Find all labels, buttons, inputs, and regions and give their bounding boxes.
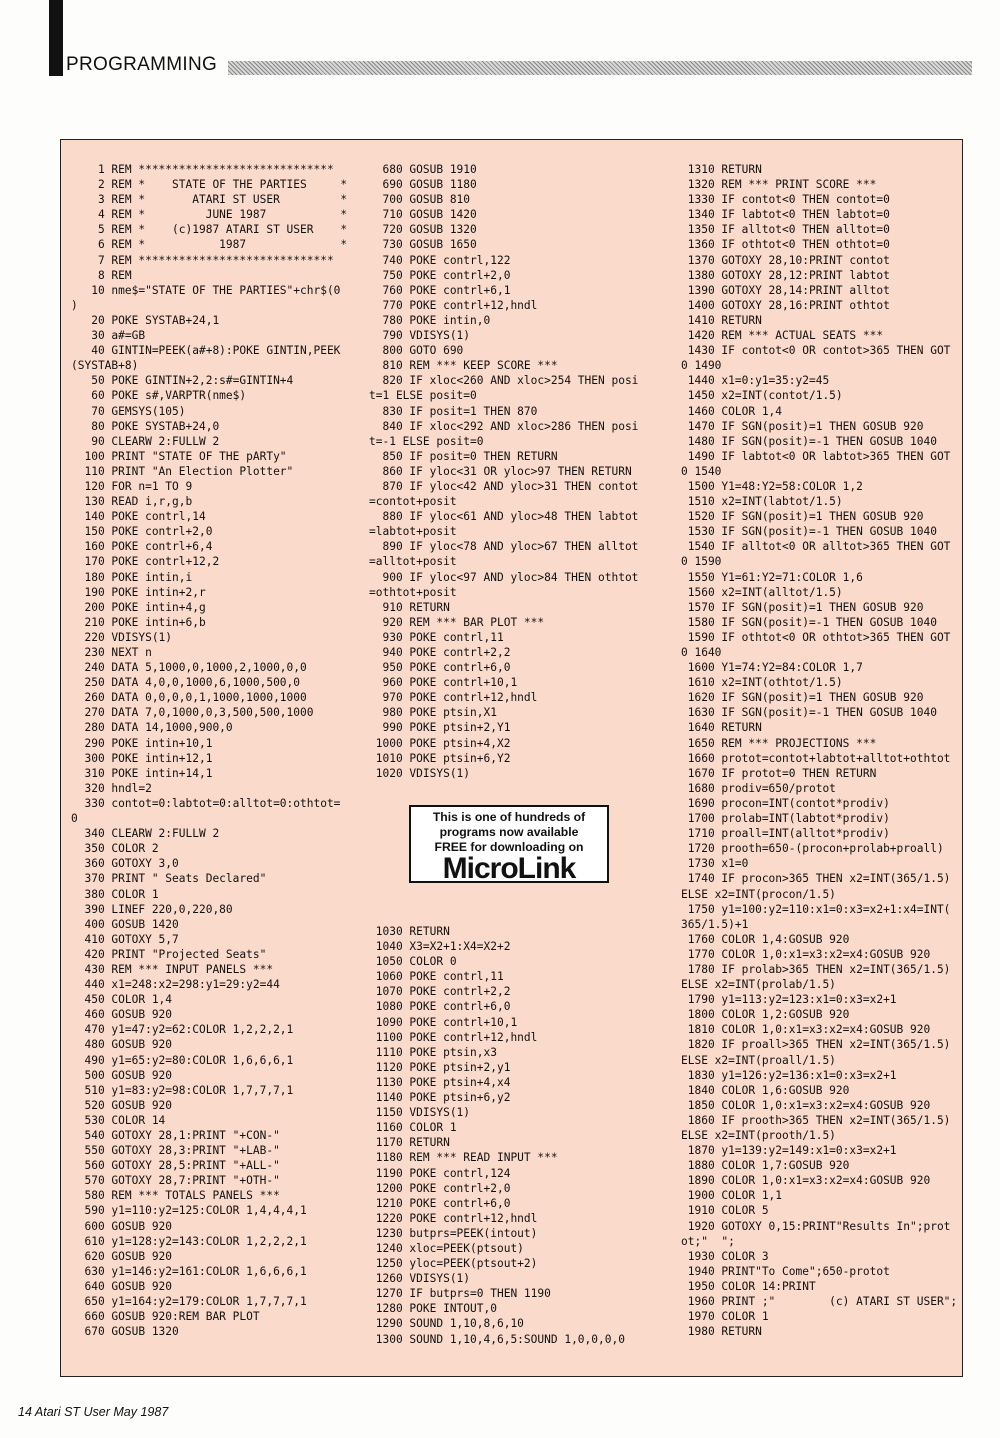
code-line: 240 DATA 5,1000,0,1000,2,1000,0,0 [71, 661, 307, 675]
code-line: 760 POKE contrl+6,1 [369, 283, 511, 297]
code-line: 1550 Y1=61:Y2=71:COLOR 1,6 [681, 570, 863, 584]
code-line: 1250 yloc=PEEK(ptsout+2) [369, 1257, 538, 1271]
code-line: 650 y1=164:y2=179:COLOR 1,7,7,7,1 [71, 1295, 307, 1309]
code-line: 1490 IF labtot<0 OR labtot>365 THEN GOT [681, 449, 951, 463]
code-line: 880 IF yloc<61 AND yloc>48 THEN labtot [369, 510, 639, 524]
code-line: 1170 RETURN [369, 1136, 450, 1150]
code-line: 780 POKE intin,0 [369, 313, 491, 327]
code-line: 80 POKE SYSTAB+24,0 [71, 419, 220, 433]
code-line: 0 1590 [681, 555, 722, 569]
microlink-logo: MicroLink [442, 852, 576, 885]
code-line: 1660 protot=contot+labtot+alltot+othtot [681, 751, 951, 765]
code-line: 1060 POKE contrl,11 [369, 970, 504, 984]
code-line: 20 POKE SYSTAB+24,1 [71, 313, 220, 327]
code-line: 50 POKE GINTIN+2,2:s#=GINTIN+4 [71, 374, 294, 388]
code-line: 1300 SOUND 1,10,4,6,5:SOUND 1,0,0,0,0 [369, 1332, 625, 1346]
code-line: 940 POKE contrl+2,2 [369, 646, 511, 659]
code-line: 840 IF xloc<292 AND xloc>286 THEN posi [369, 419, 639, 433]
code-line: 1200 POKE contrl+2,0 [369, 1181, 511, 1195]
code-line: 510 y1=83:y2=98:COLOR 1,7,7,7,1 [71, 1083, 294, 1097]
code-line: 1190 POKE contrl,124 [369, 1166, 511, 1180]
code-line: 340 CLEARW 2:FULLW 2 [71, 827, 220, 841]
code-line: 1460 COLOR 1,4 [681, 404, 783, 418]
code-line: 450 COLOR 1,4 [71, 993, 173, 1007]
code-line: 460 GOSUB 920 [71, 1008, 173, 1022]
code-line: 680 GOSUB 1910 [369, 163, 477, 176]
code-line: 1480 IF SGN(posit)=-1 THEN GOSUB 1040 [681, 434, 937, 448]
code-line: 1370 GOTOXY 28,10:PRINT contot [681, 253, 890, 267]
code-line: 700 GOSUB 810 [369, 193, 471, 207]
code-line: 1010 POKE ptsin+6,Y2 [369, 751, 511, 765]
code-line: 210 POKE intin+6,b [71, 615, 206, 629]
code-line: 530 COLOR 14 [71, 1113, 166, 1127]
code-line: 270 DATA 7,0,1000,0,3,500,500,1000 [71, 706, 314, 720]
code-line: 0 1490 [681, 359, 722, 373]
code-line: 5 REM * (c)1987 ATARI ST USER * [71, 223, 348, 237]
code-line: 1860 IF prooth>365 THEN x2=INT(365/1.5) [681, 1113, 951, 1127]
code-line: 770 POKE contrl+12,hndl [369, 298, 538, 312]
code-line: 1540 IF alltot<0 OR alltot>365 THEN GOT [681, 540, 951, 554]
code-line: 1600 Y1=74:Y2=84:COLOR 1,7 [681, 661, 863, 675]
code-line: 440 x1=248:x2=298:y1=29:y2=44 [71, 978, 280, 992]
code-line: 60 POKE s#,VARPTR(nme$) [71, 389, 247, 403]
code-line: 860 IF yloc<31 OR yloc>97 THEN RETURN [369, 464, 632, 478]
code-line: 330 contot=0:labtot=0:alltot=0:othtot= [71, 796, 341, 810]
code-line: 1140 POKE ptsin+6,y2 [369, 1091, 511, 1105]
code-line: 1050 COLOR 0 [369, 955, 457, 969]
code-line: 1470 IF SGN(posit)=1 THEN GOSUB 920 [681, 419, 924, 433]
code-line: ELSE x2=INT(prolab/1.5) [681, 978, 836, 992]
code-line: 190 POKE intin+2,r [71, 585, 206, 599]
listing-column-3 [681, 162, 957, 1339]
code-line: 420 PRINT "Projected Seats" [71, 947, 267, 961]
code-line: 1870 y1=139:y2=149:x1=0:x3=x2+1 [681, 1144, 897, 1158]
code-line: 410 GOTOXY 5,7 [71, 932, 179, 946]
code-line: 1670 IF protot=0 THEN RETURN [681, 766, 877, 780]
code-line: 1160 COLOR 1 [369, 1121, 457, 1135]
code-line: 40 GINTIN=PEEK(a#+8):POKE GINTIN,PEEK [71, 344, 341, 358]
code-line: 500 GOSUB 920 [71, 1068, 173, 1082]
code-line: 610 y1=128:y2=143:COLOR 1,2,2,2,1 [71, 1234, 307, 1248]
code-line: 1950 COLOR 14:PRINT [681, 1279, 816, 1293]
program-listing-panel [60, 139, 963, 1377]
code-line: 1030 RETURN [369, 925, 450, 938]
section-title: PROGRAMMING [66, 54, 218, 75]
code-line: 280 DATA 14,1000,900,0 [71, 721, 233, 735]
code-line: 1580 IF SGN(posit)=-1 THEN GOSUB 1040 [681, 615, 937, 629]
code-line: 1760 COLOR 1,4:GOSUB 920 [681, 932, 850, 946]
code-line: 200 POKE intin+4,g [71, 600, 206, 614]
code-line: =alltot+posit [369, 555, 457, 569]
code-line: 590 y1=110:y2=125:COLOR 1,4,4,4,1 [71, 1204, 307, 1218]
code-line: 1280 POKE INTOUT,0 [369, 1302, 497, 1316]
code-line: 1360 IF othtot<0 THEN othtot=0 [681, 238, 890, 252]
header-stripe [228, 61, 972, 75]
code-line: 900 IF yloc<97 AND yloc>84 THEN othtot [369, 570, 639, 584]
code-line: 640 GOSUB 920 [71, 1279, 173, 1293]
code-line: 1380 GOTOXY 28,12:PRINT labtot [681, 268, 890, 282]
code-line: 380 COLOR 1 [71, 887, 159, 901]
code-line: 950 POKE contrl+6,0 [369, 661, 511, 675]
code-line: 290 POKE intin+10,1 [71, 736, 213, 750]
page-footer: 14 Atari ST User May 1987 [18, 1405, 169, 1419]
code-line: 90 CLEARW 2:FULLW 2 [71, 434, 220, 448]
code-line: ELSE x2=INT(procon/1.5) [681, 887, 836, 901]
code-line: 800 GOTO 690 [369, 344, 464, 358]
code-line: 1780 IF prolab>365 THEN x2=INT(365/1.5) [681, 962, 951, 976]
code-line: 1390 GOTOXY 28,14:PRINT alltot [681, 283, 890, 297]
code-line: 300 POKE intin+12,1 [71, 751, 213, 765]
code-line: 3 REM * ATARI ST USER * [71, 193, 348, 207]
code-line: 730 GOSUB 1650 [369, 238, 477, 252]
code-line: 580 REM *** TOTALS PANELS *** [71, 1189, 280, 1203]
code-line: 1800 COLOR 1,2:GOSUB 920 [681, 1008, 850, 1022]
code-line: 1420 REM *** ACTUAL SEATS *** [681, 329, 884, 343]
code-line: 350 COLOR 2 [71, 842, 159, 856]
advert-text: This is one of hundreds of programs now available FREE for downloading on [432, 810, 586, 854]
code-line: ELSE x2=INT(proall/1.5) [681, 1053, 836, 1067]
code-line: 720 GOSUB 1320 [369, 223, 477, 237]
listing-column-1 [71, 162, 347, 1339]
code-line: 1590 IF othtot<0 OR othtot>365 THEN GOT [681, 630, 951, 644]
code-line: 360 GOTOXY 3,0 [71, 857, 179, 871]
code-line: 365/1.5)+1 [681, 917, 749, 931]
code-line: 1120 POKE ptsin+2,y1 [369, 1060, 511, 1074]
code-line: 490 y1=65:y2=80:COLOR 1,6,6,6,1 [71, 1053, 294, 1067]
code-line: 0 1640 [681, 646, 722, 659]
code-line: 890 IF yloc<78 AND yloc>67 THEN alltot [369, 540, 639, 554]
code-line: 0 1540 [681, 464, 722, 478]
code-line: 1770 COLOR 1,0:x1=x3:x2=x4:GOSUB 920 [681, 947, 931, 961]
code-line: 1690 procon=INT(contot*prodiv) [681, 796, 890, 810]
code-line: 750 POKE contrl+2,0 [369, 268, 511, 282]
code-line: 1110 POKE ptsin,x3 [369, 1045, 497, 1059]
code-line: 870 IF yloc<42 AND yloc>31 THEN contot [369, 479, 639, 493]
code-line: 820 IF xloc<260 AND xloc>254 THEN posi [369, 374, 639, 388]
code-line: 1440 x1=0:y1=35:y2=45 [681, 374, 830, 388]
code-line: 960 POKE contrl+10,1 [369, 676, 518, 690]
code-line: 180 POKE intin,i [71, 570, 193, 584]
code-line: 1820 IF proall>365 THEN x2=INT(365/1.5) [681, 1038, 951, 1052]
code-line: 1750 y1=100:y2=110:x1=0:x3=x2+1:x4=INT( [681, 902, 951, 916]
code-line: 250 DATA 4,0,0,1000,6,1000,500,0 [71, 676, 301, 690]
code-line: 1340 IF labtot<0 THEN labtot=0 [681, 208, 890, 222]
code-line: 2 REM * STATE OF THE PARTIES * [71, 178, 348, 192]
code-line: 430 REM *** INPUT PANELS *** [71, 962, 274, 976]
code-line: 710 GOSUB 1420 [369, 208, 477, 222]
code-line: =labtot+posit [369, 525, 457, 539]
code-line: 4 REM * JUNE 1987 * [71, 208, 348, 222]
code-line: 1570 IF SGN(posit)=1 THEN GOSUB 920 [681, 600, 924, 614]
code-line: 1130 POKE ptsin+4,x4 [369, 1075, 511, 1089]
code-line: 1070 POKE contrl+2,2 [369, 985, 511, 999]
code-line: 1090 POKE contrl+10,1 [369, 1015, 518, 1029]
code-line: 1710 proall=INT(alltot*prodiv) [681, 827, 890, 841]
code-line: 1020 VDISYS(1) [369, 766, 471, 780]
code-line: ELSE x2=INT(prooth/1.5) [681, 1129, 836, 1142]
code-line: (SYSTAB+8) [71, 359, 139, 373]
code-line: 630 y1=146:y2=161:COLOR 1,6,6,6,1 [71, 1264, 307, 1278]
listing-column-2 [369, 162, 638, 781]
code-line: 670 GOSUB 1320 [71, 1325, 179, 1339]
code-line: 390 LINEF 220,0,220,80 [71, 902, 233, 916]
code-line: 790 VDISYS(1) [369, 329, 471, 343]
code-line: t=1 ELSE posit=0 [369, 389, 477, 403]
code-line: 1680 prodiv=650/protot [681, 781, 836, 795]
microlink-advert [409, 805, 609, 883]
code-line: 100 PRINT "STATE OF THE pARTy" [71, 449, 287, 463]
code-line: 1510 x2=INT(labtot/1.5) [681, 495, 843, 509]
listing-column-2-continued [369, 924, 625, 1347]
code-line: 150 POKE contrl+2,0 [71, 525, 213, 539]
code-line: 160 POKE contrl+6,4 [71, 540, 213, 554]
code-line: 1210 POKE contrl+6,0 [369, 1196, 511, 1210]
code-line: 1220 POKE contrl+12,hndl [369, 1211, 538, 1225]
code-line: 1790 y1=113:y2=123:x1=0:x3=x2+1 [681, 993, 897, 1007]
code-line: 1700 prolab=INT(labtot*prodiv) [681, 812, 890, 826]
code-line: ) [71, 298, 78, 312]
code-line: 1500 Y1=48:Y2=58:COLOR 1,2 [681, 479, 863, 493]
code-line: 1840 COLOR 1,6:GOSUB 920 [681, 1083, 850, 1097]
code-line: 0 [71, 812, 78, 826]
code-line: 1740 IF procon>365 THEN x2=INT(365/1.5) [681, 872, 951, 886]
code-line: 1520 IF SGN(posit)=1 THEN GOSUB 920 [681, 510, 924, 524]
code-line: 1310 RETURN [681, 163, 762, 176]
code-line: 1730 x1=0 [681, 857, 749, 871]
code-line: t=-1 ELSE posit=0 [369, 434, 484, 448]
code-line: 400 GOSUB 1420 [71, 917, 179, 931]
code-line: 1930 COLOR 3 [681, 1249, 769, 1263]
code-line: 1720 prooth=650-(procon+prolab+proall) [681, 842, 944, 856]
code-line: 140 POKE contrl,14 [71, 510, 206, 524]
code-line: ot;" "; [681, 1234, 735, 1248]
code-line: 1450 x2=INT(contot/1.5) [681, 389, 843, 403]
code-line: 660 GOSUB 920:REM BAR PLOT [71, 1310, 260, 1324]
code-line: 370 PRINT " Seats Declared" [71, 872, 267, 886]
code-line: 980 POKE ptsin,X1 [369, 706, 497, 720]
code-line: 70 GEMSYS(105) [71, 404, 186, 418]
code-line: 550 GOTOXY 28,3:PRINT "+LAB-" [71, 1144, 280, 1158]
code-line: 1260 VDISYS(1) [369, 1272, 471, 1286]
code-line: 990 POKE ptsin+2,Y1 [369, 721, 511, 735]
code-line: 1960 PRINT ;" (c) ATARI ST USER"; [681, 1295, 958, 1309]
code-line: 560 GOTOXY 28,5:PRINT "+ALL-" [71, 1159, 280, 1173]
code-line: 170 POKE contrl+12,2 [71, 555, 220, 569]
code-line: 830 IF posit=1 THEN 870 [369, 404, 538, 418]
code-line: 480 GOSUB 920 [71, 1038, 173, 1052]
code-line: 1320 REM *** PRINT SCORE *** [681, 178, 877, 192]
code-line: 930 POKE contrl,11 [369, 630, 504, 644]
code-line: 30 a#=GB [71, 329, 146, 343]
code-line: 1350 IF alltot<0 THEN alltot=0 [681, 223, 890, 237]
code-line: 1400 GOTOXY 28,16:PRINT othtot [681, 298, 890, 312]
code-line: 1100 POKE contrl+12,hndl [369, 1030, 538, 1044]
code-line: 1890 COLOR 1,0:x1=x3:x2=x4:GOSUB 920 [681, 1174, 931, 1188]
code-line: 1620 IF SGN(posit)=1 THEN GOSUB 920 [681, 691, 924, 705]
code-line: 1630 IF SGN(posit)=-1 THEN GOSUB 1040 [681, 706, 937, 720]
code-line: 6 REM * 1987 * [71, 238, 348, 252]
code-line: 1410 RETURN [681, 313, 762, 327]
code-line: 1910 COLOR 5 [681, 1204, 769, 1218]
code-line: 7 REM ***************************** [71, 253, 334, 267]
code-line: 920 REM *** BAR PLOT *** [369, 615, 545, 629]
code-line: 740 POKE contrl,122 [369, 253, 511, 267]
code-line: 1980 RETURN [681, 1325, 762, 1339]
code-line: 310 POKE intin+14,1 [71, 766, 213, 780]
code-line: 520 GOSUB 920 [71, 1098, 173, 1112]
code-line: 1640 RETURN [681, 721, 762, 735]
code-line: 1330 IF contot<0 THEN contot=0 [681, 193, 890, 207]
code-line: 130 READ i,r,g,b [71, 495, 193, 509]
code-line: 570 GOTOXY 28,7:PRINT "+OTH-" [71, 1174, 280, 1188]
code-line: 1920 GOTOXY 0,15:PRINT"Results In";prot [681, 1219, 951, 1233]
code-line: 1150 VDISYS(1) [369, 1106, 471, 1120]
code-line: 1880 COLOR 1,7:GOSUB 920 [681, 1159, 850, 1173]
header-black-bar [49, 0, 63, 76]
code-line: 970 POKE contrl+12,hndl [369, 691, 538, 705]
code-line: 1240 xloc=PEEK(ptsout) [369, 1241, 524, 1255]
code-line: 600 GOSUB 920 [71, 1219, 173, 1233]
code-line: 10 nme$="STATE OF THE PARTIES"+chr$(0 [71, 283, 341, 297]
code-line: 1230 butprs=PEEK(intout) [369, 1226, 538, 1240]
code-line: 230 NEXT n [71, 646, 152, 659]
code-line: 1040 X3=X2+1:X4=X2+2 [369, 940, 511, 954]
code-line: 1080 POKE contrl+6,0 [369, 1000, 511, 1014]
code-line: =othtot+posit [369, 585, 457, 599]
code-line: 1530 IF SGN(posit)=-1 THEN GOSUB 1040 [681, 525, 937, 539]
code-line: 1560 x2=INT(alltot/1.5) [681, 585, 843, 599]
code-line: 320 hndl=2 [71, 781, 152, 795]
code-line: 1900 COLOR 1,1 [681, 1189, 783, 1203]
code-line: 120 FOR n=1 TO 9 [71, 479, 193, 493]
code-line: 1650 REM *** PROJECTIONS *** [681, 736, 877, 750]
code-line: 620 GOSUB 920 [71, 1249, 173, 1263]
code-line: 1430 IF contot<0 OR contot>365 THEN GOT [681, 344, 951, 358]
code-line: 1290 SOUND 1,10,8,6,10 [369, 1317, 524, 1331]
code-line: 1000 POKE ptsin+4,X2 [369, 736, 511, 750]
code-line: 1 REM ***************************** [71, 163, 334, 176]
code-line: 220 VDISYS(1) [71, 630, 173, 644]
code-line: =contot+posit [369, 495, 457, 509]
code-line: 850 IF posit=0 THEN RETURN [369, 449, 558, 463]
code-line: 1180 REM *** READ INPUT *** [369, 1151, 558, 1165]
code-line: 110 PRINT "An Election Plotter" [71, 464, 294, 478]
code-line: 260 DATA 0,0,0,0,1,1000,1000,1000 [71, 691, 307, 705]
code-line: 1970 COLOR 1 [681, 1310, 769, 1324]
code-line: 1270 IF butprs=0 THEN 1190 [369, 1287, 551, 1301]
code-line: 540 GOTOXY 28,1:PRINT "+CON-" [71, 1129, 280, 1142]
code-line: 8 REM [71, 268, 132, 282]
code-line: 470 y1=47:y2=62:COLOR 1,2,2,2,1 [71, 1023, 294, 1037]
code-line: 690 GOSUB 1180 [369, 178, 477, 192]
code-line: 910 RETURN [369, 600, 450, 614]
code-line: 1940 PRINT"To Come";650-protot [681, 1264, 890, 1278]
code-line: 1830 y1=126:y2=136:x1=0:x3=x2+1 [681, 1068, 897, 1082]
code-line: 810 REM *** KEEP SCORE *** [369, 359, 558, 373]
code-line: 1810 COLOR 1,0:x1=x3:x2=x4:GOSUB 920 [681, 1023, 931, 1037]
code-line: 1850 COLOR 1,0:x1=x3:x2=x4:GOSUB 920 [681, 1098, 931, 1112]
code-line: 1610 x2=INT(othtot/1.5) [681, 676, 843, 690]
